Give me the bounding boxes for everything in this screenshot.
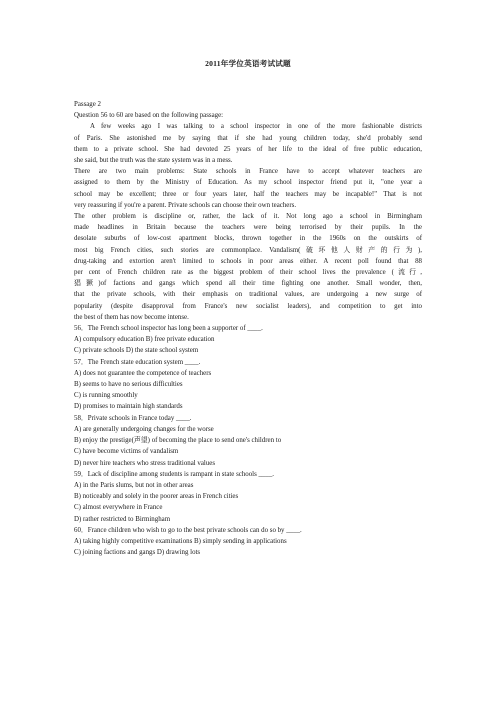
passage-line: made headlines in Britain because the teachers were being terrorised by their pupils. In the [74,224,422,232]
question-block [74,469,422,525]
passage-intro: Question 56 to 60 are based on the following passage: [74,112,224,120]
passage-line: The other problem is discipline or, rather, the lack of it. Not long ago a school in Birmingham [74,213,422,221]
question-stem: 59．Lack of discipline among students is rampant in state schools ____. [74,470,274,478]
page-title: 2011年学位英语考试试题 [205,59,291,68]
passage-line: assigned to them by the Ministry of Education. As my school inspector friend put it, "one year a [74,179,422,187]
answer-option: C) joining factions and gangs D) drawing lots [74,549,201,557]
passage-line: A few weeks ago I was talking to a school inspector in one of the more fashionable districts [90,123,422,131]
answer-option: B) seems to have no serious difficulties [74,381,183,389]
passage-line: of Paris. She astonished me by saying that if she had young children today, she'd probably send [74,134,422,142]
passage-line: she said, but the truth was the state system was in a mess. [74,157,233,165]
answer-option: A) taking highly competitive examinations B) simply sending in applications [74,537,287,545]
answer-option: B) enjoy the prestige(声望) of becoming the place to send one's children to [74,437,282,445]
question-list [74,323,422,558]
answer-option: C) have become victims of vandalism [74,448,179,456]
question-block [74,413,422,469]
passage-line: that the private schools, with their emphasis on traditional values, are undergoing a new surge of [74,291,422,299]
answer-option: A) are generally undergoing changes for the worse [74,425,214,433]
document-page [74,58,422,558]
passage-line: per cent of French children rate as the biggest problem of their school lives the prevalence (流行, [74,269,422,277]
answer-option: B) noticeably and solely in the poorer areas in French cities [74,493,239,501]
passage-line: school may be excellent; three or four years later, half the teachers may be incapable!" That is not [74,190,422,198]
question-stem: 58．Private schools in France today ____. [74,414,192,422]
passage-line: There are two main problems: State schools in France have to accept whatever teachers are [74,168,422,176]
answer-option: C) private schools D) the state school system [74,347,199,355]
passage-line: desolate suburbs of low-cost apartment blocks, thrown together in the 1960s on the outskirts of [74,235,422,243]
passage-line: 猖獗)of factions and gangs which spend all their time fighting one another. Small wonder, then, [74,280,422,288]
question-block [74,525,422,559]
answer-option: A) does not guarantee the competence of teachers [74,369,212,377]
question-block [74,357,422,413]
passage-line: them to a private school. She had devoted 25 years of her life to the ideal of free public education, [74,145,422,153]
passage-line: drug-taking and extortion aren't limited to schools in poor areas either. A recent poll found that 88 [74,257,422,265]
question-stem: 60．France children who wish to go to the best private schools can do so by ____. [74,526,302,534]
answer-option: D) rather restricted to Birmingham [74,515,171,523]
question-stem: 56．The French school inspector has long been a supporter of ____. [74,325,263,333]
passage-line: the best of them has now become intense. [74,313,189,321]
passage-label: Passage 2 [74,101,101,108]
answer-option: C) almost everywhere in France [74,504,163,512]
passage-line: popularity (despite disapproval from France's new socialist leaders), and competition to get into [74,302,422,310]
passage-line: most big French cities, such stories are commonplace. Vandalism(破坏他人财产的行为), [74,246,422,254]
answer-option: A) compulsory education B) free private education [74,336,215,344]
passage-line: very reassuring if you're a parent. Private schools can choose their own teachers. [74,201,297,209]
passage-body [74,121,422,323]
answer-option: D) promises to maintain high standards [74,403,183,411]
question-stem: 57．The French state education system ____. [74,358,201,366]
answer-option: A) in the Paris slums, but not in other areas [74,481,194,489]
question-block [74,323,422,357]
answer-option: C) is running smoothly [74,392,138,400]
answer-option: D) never hire teachers who stress traditional values [74,459,216,467]
